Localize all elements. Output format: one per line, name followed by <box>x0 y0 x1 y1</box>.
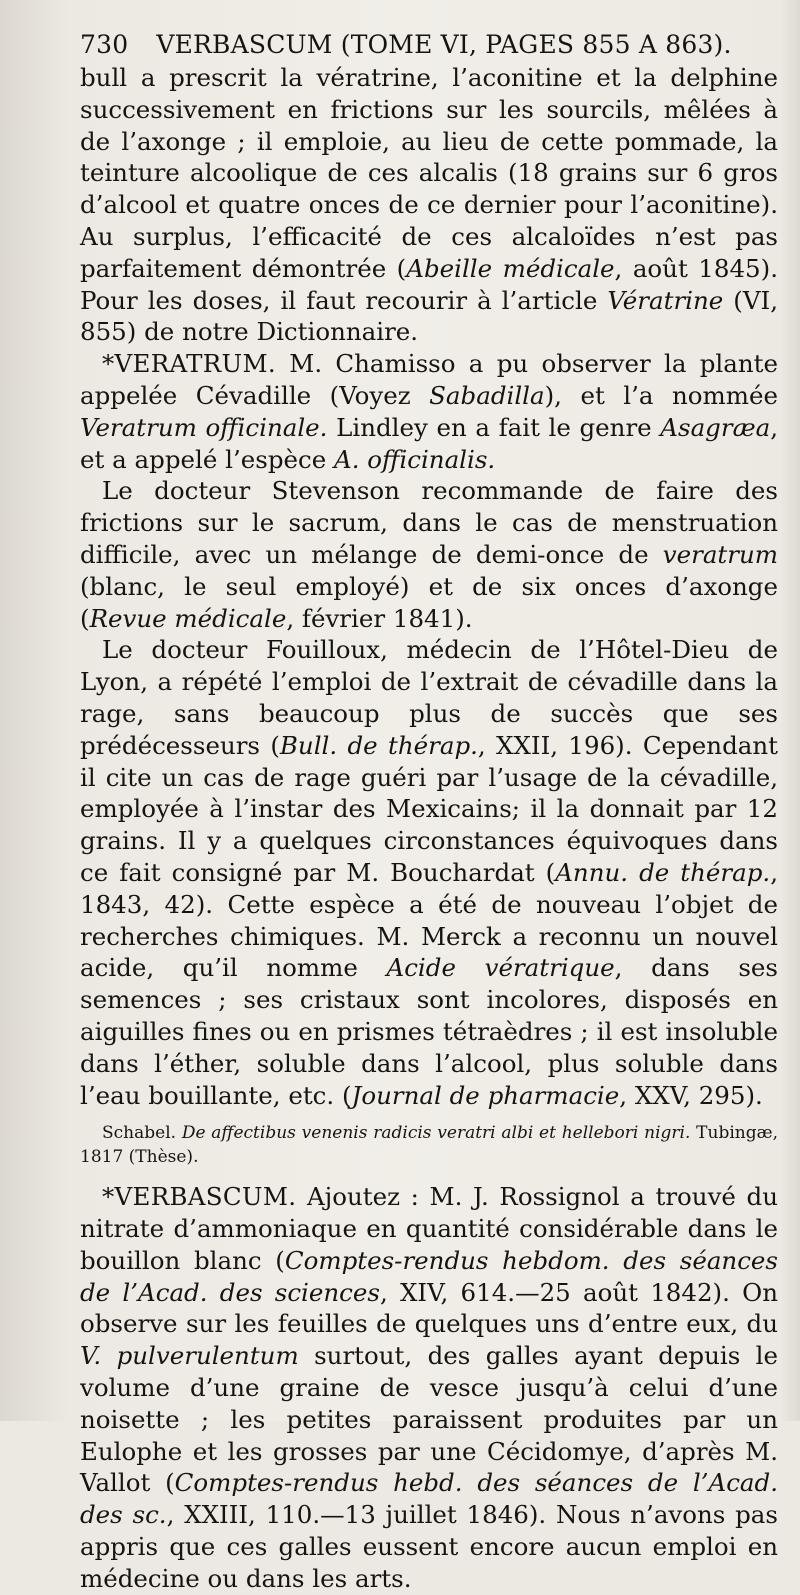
text-run: , 1843, 42). Cette espèce a été de nouveau l’objet de recherches chimiques. M. Merck a reconnu un nouvel acide, qu’il nomme <box>80 857 778 983</box>
entry-paragraph <box>80 348 778 475</box>
entry-heading: *VERBASCUM. <box>102 1182 297 1212</box>
italic-run: Annu. de thérap. <box>555 857 771 887</box>
running-head <box>80 28 778 62</box>
italic-run: Vératrine <box>607 285 724 315</box>
italic-run: Sabadilla <box>429 380 545 410</box>
text-run: , XXV, 295). <box>619 1080 763 1110</box>
italic-run: V. pulverulentum <box>80 1341 299 1371</box>
italic-run: Comptes-rendus hebd. des séances de l’Acad. des sc. <box>80 1468 778 1530</box>
text-paragraph <box>80 62 778 348</box>
italic-run: Journal de pharmacie <box>351 1080 620 1110</box>
italic-run: Revue médicale <box>89 603 287 633</box>
italic-run: Comptes-rendus hebdom. des séances de l’Acad. des sciences <box>80 1245 778 1307</box>
text-run: ), et l’a nommée <box>544 380 778 410</box>
body-text <box>80 62 778 1595</box>
italic-run: Abeille médicale <box>406 253 615 283</box>
italic-run: Bull. de thérap. <box>279 730 478 760</box>
text-run: Le docteur Fouilloux, médecin de l’Hôtel-Dieu de Lyon, a répété l’emploi de l’extrait de cévadille dans la rage, sans beaucoup plus de succès que ses prédécesseurs ( <box>80 635 778 760</box>
text-run: , février 1841). <box>286 603 473 633</box>
text-run: , et a appelé l’espèce <box>80 412 778 474</box>
text-run: , XIV, 614.—25 août 1842). On observe sur les feuilles de quelques uns d’entre eux, du <box>80 1277 778 1339</box>
italic-run: De affectibus venenis radicis veratri albi et hellebori nigri. <box>181 1123 691 1144</box>
text-run: surtout, des galles ayant depuis le volume d’une graine de vesce jusqu’à celui d’une noisette ; les petites paraissent produites par un Eulophe et les grosses par une Cécidomye, d’après M. Vallot ( <box>80 1341 779 1498</box>
text-paragraph <box>80 634 778 1111</box>
text-run: Ajoutez : M. J. Rossignol a trouvé du nitrate d’ammoniaque en quantité considérable dans le bouillon blanc ( <box>80 1182 778 1275</box>
italic-run: veratrum <box>662 539 778 569</box>
text-run: , août 1845). Pour les doses, il faut recourir à l’article <box>80 253 778 315</box>
page-number: 730 <box>80 30 129 59</box>
text-run: Schabel. <box>102 1123 182 1144</box>
italic-run: A. officinalis. <box>334 444 496 474</box>
text-run: Tubingæ, 1817 (Thèse). <box>80 1123 778 1168</box>
footnote-paragraph <box>80 1121 778 1169</box>
text-run: Le docteur Stevenson recommande de faire des frictions sur le sacrum, dans le cas de menstruation difficile, avec un mélange de demi-once de <box>80 476 778 569</box>
text-run: , XXII, 196). Cependant il cite un cas de rage guéri par l’usage de la cévadille, employée à l’instar des Mexicains; il la donnait par 12 grains. Il y a quelques circonstances équivoques dans ce fait consigné par M. Bouchardat ( <box>80 730 778 887</box>
text-paragraph <box>80 475 778 634</box>
text-run: , dans ses semences ; ses cristaux sont incolores, disposés en aiguilles fines ou en prismes tétraèdres ; il est insoluble dans l’éther, soluble dans l’alcool, plus soluble dans l’eau bouillante, etc. ( <box>80 953 779 1110</box>
italic-run: Acide vératrique <box>386 953 615 983</box>
text-run: bull a prescrit la vératrine, l’aconitine et la delphine successivement en frictions sur les sourcils, mêlées à de l’axonge ; il emploie, au lieu de cette pommade, la teinture alcoolique de ces alcalis (18 grains sur 6 gros d’alcool et quatre onces de ce dernier pour l’aconitine). Au surplus, l’efficacité de ces alcaloïdes n’est pas parfaitement démontrée ( <box>80 63 778 283</box>
italic-run: Asagræa <box>660 412 771 442</box>
text-run: (VI, 855) de notre Dictionnaire. <box>80 285 778 347</box>
entry-heading: *VERATRUM. <box>102 349 276 379</box>
text-run: , XXIII, 110.—13 juillet 1846). Nous n’avons pas appris que ces galles eussent encore aucun emploi en médecine ou dans les arts. <box>80 1500 778 1593</box>
text-run: (blanc, le seul employé) et de six onces d’axonge ( <box>80 571 778 633</box>
entry-paragraph <box>80 1181 778 1594</box>
text-run: Lindley en a fait le genre <box>327 412 661 442</box>
running-title: VERBASCUM (TOME VI, PAGES 855 A 863). <box>156 30 732 59</box>
text-run: M. Chamisso a pu observer la plante appelée Cévadille (Voyez <box>80 349 778 410</box>
italic-run: Veratrum officinale. <box>80 412 328 442</box>
